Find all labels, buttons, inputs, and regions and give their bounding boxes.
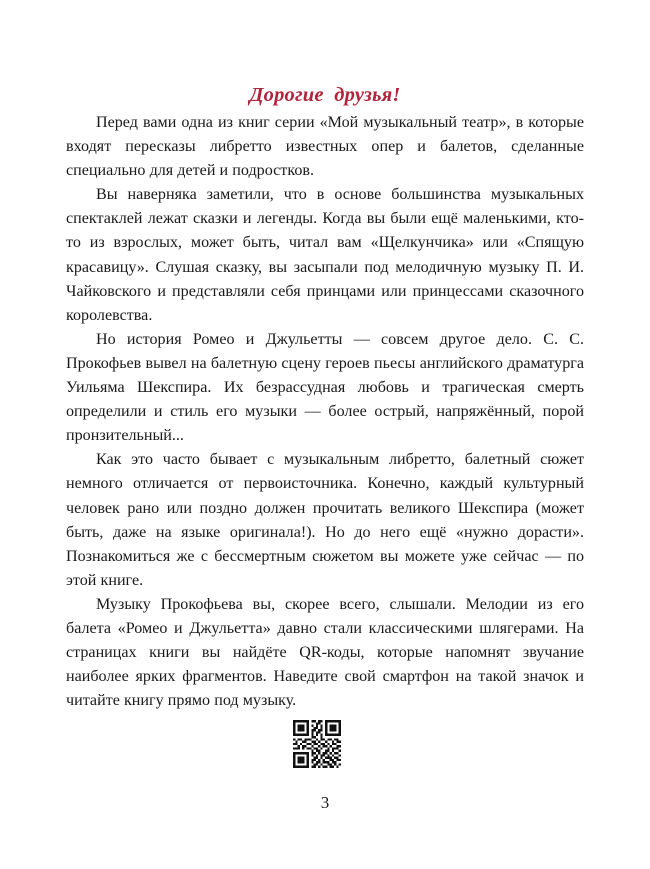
paragraph: Как это часто бывает с музыкальным либретто, балетный сюжет немного отличается от первоисточника. Конечно, каждый культурный человек рано или поздно должен прочитать великого Шекспира (может быть, даже на языке оригинала!). Но до него ещё «нужно дорасти». Познакомиться же с бессмертным сюжетом вы можете уже сейчас — по этой книге.	[66, 451, 584, 589]
page-number: 3	[320, 793, 330, 812]
body-text-column	[66, 111, 584, 713]
page-title: Дорогие друзья!	[249, 83, 401, 106]
paragraph: Музыку Прокофьева вы, скорее всего, слышали. Мелодии из его балета «Ромео и Джульетта» давно стали классическими шлягерами. На страницах книги вы найдёте QR-коды, которые напомнят звучание наиболее ярких фрагментов. Наведите свой смартфон на такой значок и читайте книгу прямо под музыку.	[66, 595, 584, 710]
paragraph: Вы наверняка заметили, что в основе большинства музыкальных спектаклей лежат сказки и легенды. Когда вы были ещё маленькими, кто-то из взрослых, может быть, читал вам «Щелкунчика» или «Спящую красавицу». Слушая сказку, вы засыпали под мелодичную музыку П. И. Чайковского и представляли себя принцами или принцессами сказочного королевства.	[66, 186, 584, 324]
qr-code-icon[interactable]	[293, 720, 341, 768]
paragraph: Перед вами одна из книг серии «Мой музыкальный театр», в которые входят пересказы либретто известных опер и балетов, сделанные специально для детей и подростков.	[66, 114, 584, 180]
paragraph: Но история Ромео и Джульетты — совсем другое дело. С. С. Прокофьев вывел на балетную сцену героев пьесы английского драматурга Уильяма Шекспира. Их безрассудная любовь и трагическая смерть определили и стиль его музыки — более острый, напряжённый, порой пронзительный...	[66, 330, 584, 445]
